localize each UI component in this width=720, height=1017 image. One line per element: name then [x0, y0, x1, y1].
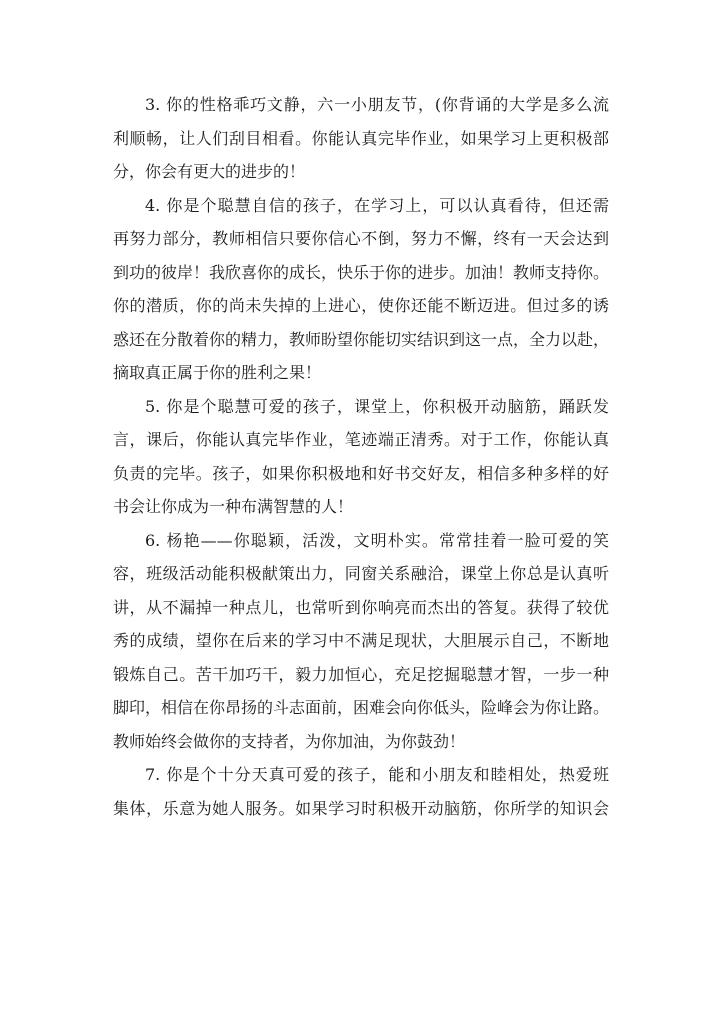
text-line: 6. 杨艳——你聪颖，活泼，文明朴实。常常挂着一脸可爱的笑: [145, 530, 609, 550]
text-line: 摘取真正属于你的胜利之果！: [113, 363, 322, 382]
text-line: 秀的成绩，望你在后来的学习中不满足现状，大胆展示自己，不断地: [113, 631, 609, 650]
text-line: 容，班级活动能积极献策出力，同窗关系融洽，课堂上你总是认真听: [113, 564, 609, 583]
text-line: 利顺畅，让人们刮目相看。你能认真完毕作业，如果学习上更积极部: [113, 128, 609, 148]
text-line: 教师始终会做你的支持者，为你加油，为你鼓劲！: [113, 731, 466, 751]
text-line: 讲，从不漏掉一种点儿，也常听到你响亮而杰出的答复。获得了较优: [113, 597, 609, 617]
text-line: 锻炼自己。苦干加巧干，毅力加恒心，充足挖掘聪慧才智，一步一种: [113, 664, 609, 684]
text-line: 脚印，相信在你昂扬的斗志面前，困难会向你低头，险峰会为你让路。: [113, 698, 610, 717]
document-body: [113, 88, 609, 825]
text-line: 到功的彼岸！我欣喜你的成长，快乐于你的进步。加油！教师支持你。: [113, 262, 610, 282]
text-line: 4. 你是个聪慧自信的孩子，在学习上，可以认真看待，但还需: [145, 195, 609, 215]
text-line: 书会让你成为一种布满智慧的人！: [113, 497, 354, 516]
text-line: 3. 你的性格乖巧文静，六一小朋友节，(你背诵的大学是多么流: [145, 95, 609, 114]
text-line: 分，你会有更大的进步的！: [113, 162, 306, 181]
text-line: 再努力部分，教师相信只要你信心不倒，努力不懈，终有一天会达到: [113, 229, 609, 248]
text-line: 言，课后，你能认真完毕作业，笔迹端正清秀。对于工作，你能认真: [113, 430, 609, 449]
text-line: 7. 你是个十分天真可爱的孩子，能和小朋友和睦相处，热爱班: [145, 765, 609, 784]
text-line: 你的潜质，你的尚未失掉的上进心，使你还能不断迈进。但过多的诱: [113, 296, 609, 315]
text-line: 惑还在分散着你的精力，教师盼望你能切实结识到这一点，全力以赴，: [113, 329, 610, 349]
text-line: 负责的完毕。孩子，如果你积极地和好书交好友，相信多种多样的好: [113, 463, 609, 483]
text-line: 集体，乐意为她人服务。如果学习时积极开动脑筋，你所学的知识会: [113, 798, 609, 818]
text-line: 5. 你是个聪慧可爱的孩子，课堂上，你积极开动脑筋，踊跃发: [145, 396, 609, 416]
